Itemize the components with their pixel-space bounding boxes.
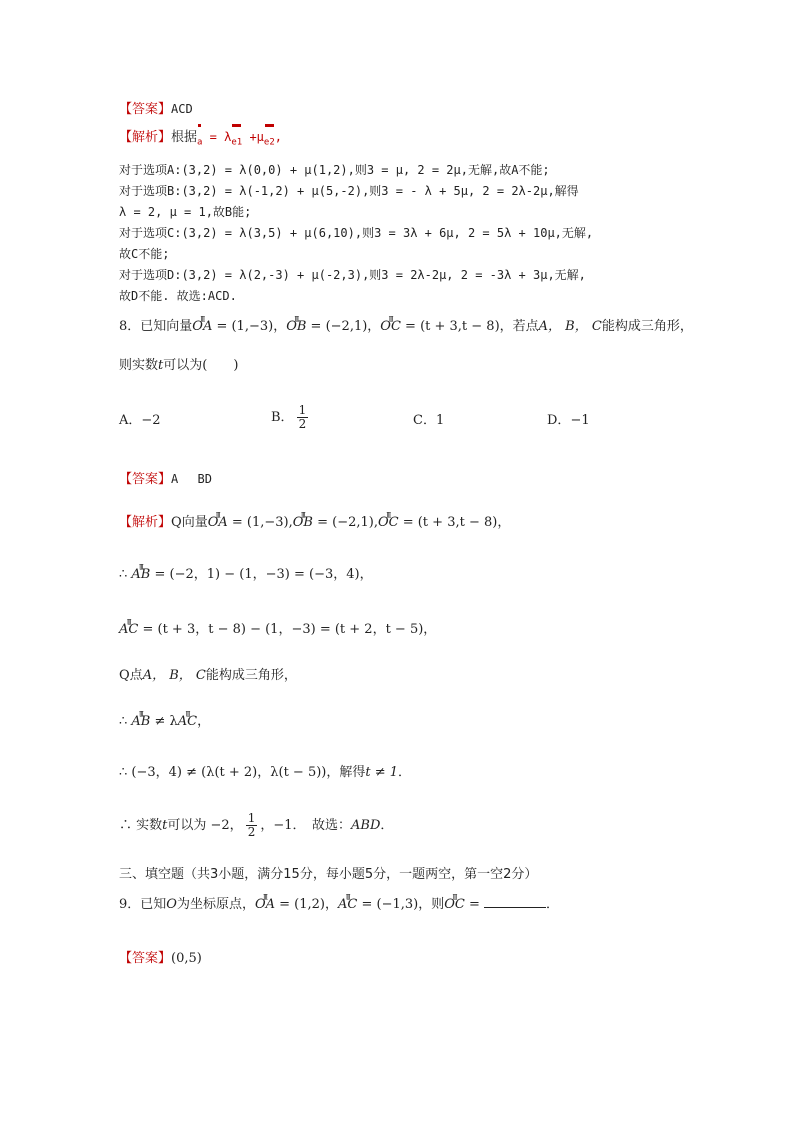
question-8-options xyxy=(119,404,679,440)
analysis-line-a: 对于选项A:(3,2) = λ(0,0) + μ(1,2),则3 = μ, 2 = 2μ,无解,故A不能; xyxy=(119,163,550,177)
question-8-line2: 则实数t可以为( ) xyxy=(119,358,239,373)
option-d: D．−1 xyxy=(547,413,590,428)
answer-line-1 xyxy=(119,100,193,119)
answer-tag: 【答案】 xyxy=(119,951,172,966)
vector-ab: ꞁꞁꞁ AB xyxy=(131,713,150,731)
analysis-2-line-7: ∴ 实数t可以为 −2， $\frac{1}{2}$ ，−1． 故选：ABD． xyxy=(119,811,394,839)
answer-line-2 xyxy=(119,470,212,489)
analysis-tag: 【解析】 xyxy=(119,515,172,530)
vector-ob: ꞁꞁꞁ OB xyxy=(293,514,313,532)
answer-blank xyxy=(484,895,546,908)
vector-oc: ꞁꞁꞁ OC xyxy=(444,896,465,914)
vector-formula: $_a = \lambda_{e1} +\mu_{e2}$, xyxy=(197,130,282,144)
analysis-tag: 【解析】 xyxy=(119,130,172,145)
question-9-stem: 9．已知O为坐标原点，ꞁꞁꞁ OA = (1,2)，ꞁꞁꞁ AC = (−1,3)，则ꞁꞁꞁ OC = ． xyxy=(119,895,559,914)
answer-value: ACD xyxy=(171,102,193,116)
option-c: C．1 xyxy=(413,413,445,428)
vector-oc: ꞁꞁꞁ OC xyxy=(380,318,401,336)
analysis-line-d: 对于选项D:(3,2) = λ(2,-3) + μ(-2,3),则3 = 2λ-2μ, 2 = -3λ + 3μ,无解, xyxy=(119,268,586,282)
question-8-stem: 8．已知向量ꞁꞁꞁ OA = (1,−3)，ꞁꞁꞁ OB = (−2,1)，ꞁꞁꞁ OC = (t + 3,t − 8)，若点A， B， C能构成三角形， xyxy=(119,318,693,336)
answer-line-3 xyxy=(119,950,202,968)
analysis-2-line-2: ∴ ꞁꞁꞁ AB = (−2，1) − (1，−3) = (−3，4)， xyxy=(119,566,373,584)
vector-ac: ꞁꞁꞁ AC xyxy=(119,621,138,639)
answer-tag: 【答案】 xyxy=(119,102,172,117)
vector-ob: ꞁꞁꞁ OB xyxy=(286,318,306,336)
vector-oc: ꞁꞁꞁ OC xyxy=(378,514,399,532)
vector-ac: ꞁꞁꞁ AC xyxy=(178,713,197,731)
analysis-line-c: 对于选项C:(3,2) = λ(3,5) + μ(6,10),则3 = 3λ + 6μ, 2 = 5λ + 10μ,无解, xyxy=(119,226,594,240)
section-3-heading: 三、填空题（共3小题，满分15分，每小题5分，一题两空，第一空2分） xyxy=(119,867,538,882)
analysis-formula-line xyxy=(119,128,282,151)
answer-value: A BD xyxy=(171,472,212,486)
option-b: B． $\frac{1}{2}$ xyxy=(271,403,307,431)
analysis-2-line-3: ꞁꞁꞁ AC = (t + 3，t − 8) − (1，−3) = (t + 2，t − 5)， xyxy=(119,621,436,639)
analysis-intro: 根据 xyxy=(171,130,198,145)
vector-ab: ꞁꞁꞁ AB xyxy=(131,566,150,584)
analysis-2-line-5: ∴ ꞁꞁꞁ AB ≠ λꞁꞁꞁ AC， xyxy=(119,713,210,731)
vector-oa: ꞁꞁꞁ OA xyxy=(208,514,228,532)
analysis-2-line-4: Q点A， B， C能构成三角形， xyxy=(119,668,297,683)
analysis-line-c2: 故C不能; xyxy=(119,247,170,261)
vector-oa: ꞁꞁꞁ OA xyxy=(192,318,212,336)
analysis-line-b: 对于选项B:(3,2) = λ(-1,2) + μ(5,-2),则3 = - λ + 5μ, 2 = 2λ-2μ,解得 xyxy=(119,184,579,198)
analysis-2-line-6: ∴ (−3，4) ≠ (λ(t + 2)，λ(t − 5))，解得t ≠ 1． xyxy=(119,765,412,780)
option-a: A．−2 xyxy=(119,413,161,428)
analysis-line-d2: 故D不能. 故选:ACD. xyxy=(119,289,237,303)
vector-ac: ꞁꞁꞁ AC xyxy=(338,896,357,914)
answer-tag: 【答案】 xyxy=(119,472,172,487)
analysis-line-b2: λ = 2, μ = 1,故B能; xyxy=(119,205,252,219)
analysis-2-line-1: 【解析】Q向量ꞁꞁꞁ OA = (1,−3),ꞁꞁꞁ OB = (−2,1),ꞁꞁꞁ OC = (t + 3,t − 8)， xyxy=(119,514,510,532)
vector-oa: ꞁꞁꞁ OA xyxy=(255,896,275,914)
answer-value: (0,5) xyxy=(171,951,202,966)
